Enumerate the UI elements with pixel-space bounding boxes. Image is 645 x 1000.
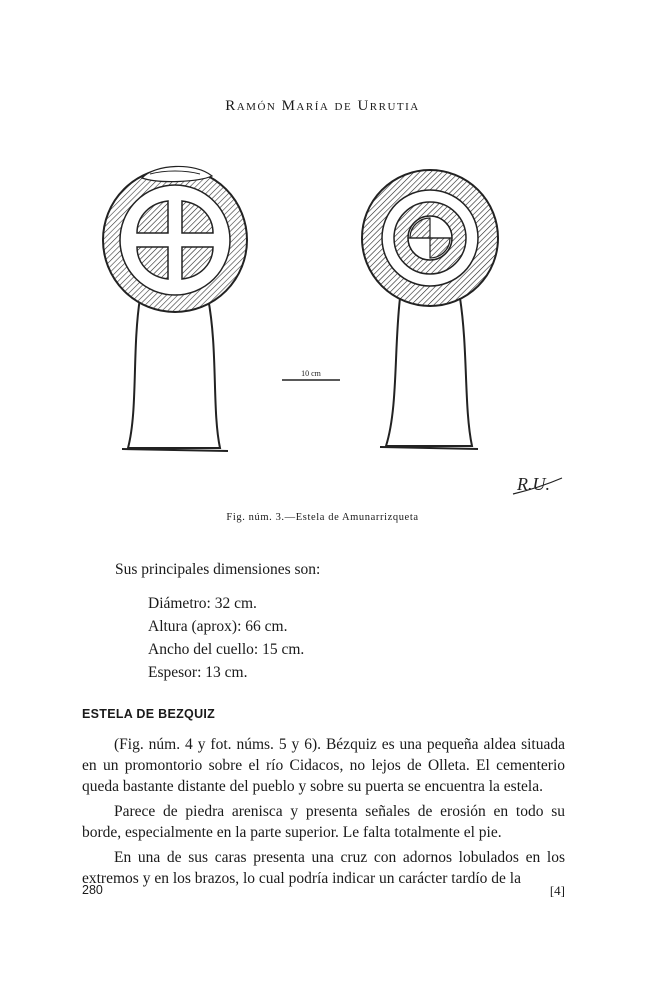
dimension-item: Ancho del cuello: 15 cm. (148, 641, 305, 658)
dimensions-list (148, 592, 304, 684)
svg-text:R.U.: R.U. (517, 474, 550, 494)
dimension-item: Espesor: 13 cm. (148, 664, 248, 681)
paragraph: (Fig. núm. 4 y fot. núms. 5 y 6). Bézquiz es una pequeña aldea situada en un promontorio sobre el río Cidacos, no lejos de Olleta. El cementerio queda bastante distante del pueblo y sobre su puerta se encuentra la estela. (82, 736, 565, 795)
dimension-item: Altura (aprox): 66 cm. (148, 618, 288, 635)
section-heading: ESTELA DE BEZQUIZ (82, 707, 216, 721)
figure-caption: Fig. núm. 3.—Estela de Amunarrizqueta (226, 512, 419, 523)
stela-figure (0, 150, 645, 500)
section-marker: [4] (549, 883, 565, 898)
paragraph: En una de sus caras presenta una cruz con adornos lobulados en los extremos y en los brazos, lo cual podría indicar un carácter tardío de la (82, 849, 565, 887)
paragraph: Parece de piedra arenisca y presenta señales de erosión en todo su borde, especialmente en la parte superior. Le falta totalmente el pie. (82, 803, 565, 841)
body-text (82, 734, 565, 893)
dimensions-intro: Sus principales dimensiones son: (115, 561, 321, 578)
stela-back-drawing (362, 170, 498, 449)
scale-label: 10 cm (301, 369, 321, 378)
running-header: Ramón María de Urrutia (225, 98, 420, 114)
artist-signature (513, 474, 562, 494)
dimension-item: Diámetro: 32 cm. (148, 595, 257, 612)
page-number: 280 (82, 883, 103, 897)
stela-front-drawing (103, 166, 247, 451)
